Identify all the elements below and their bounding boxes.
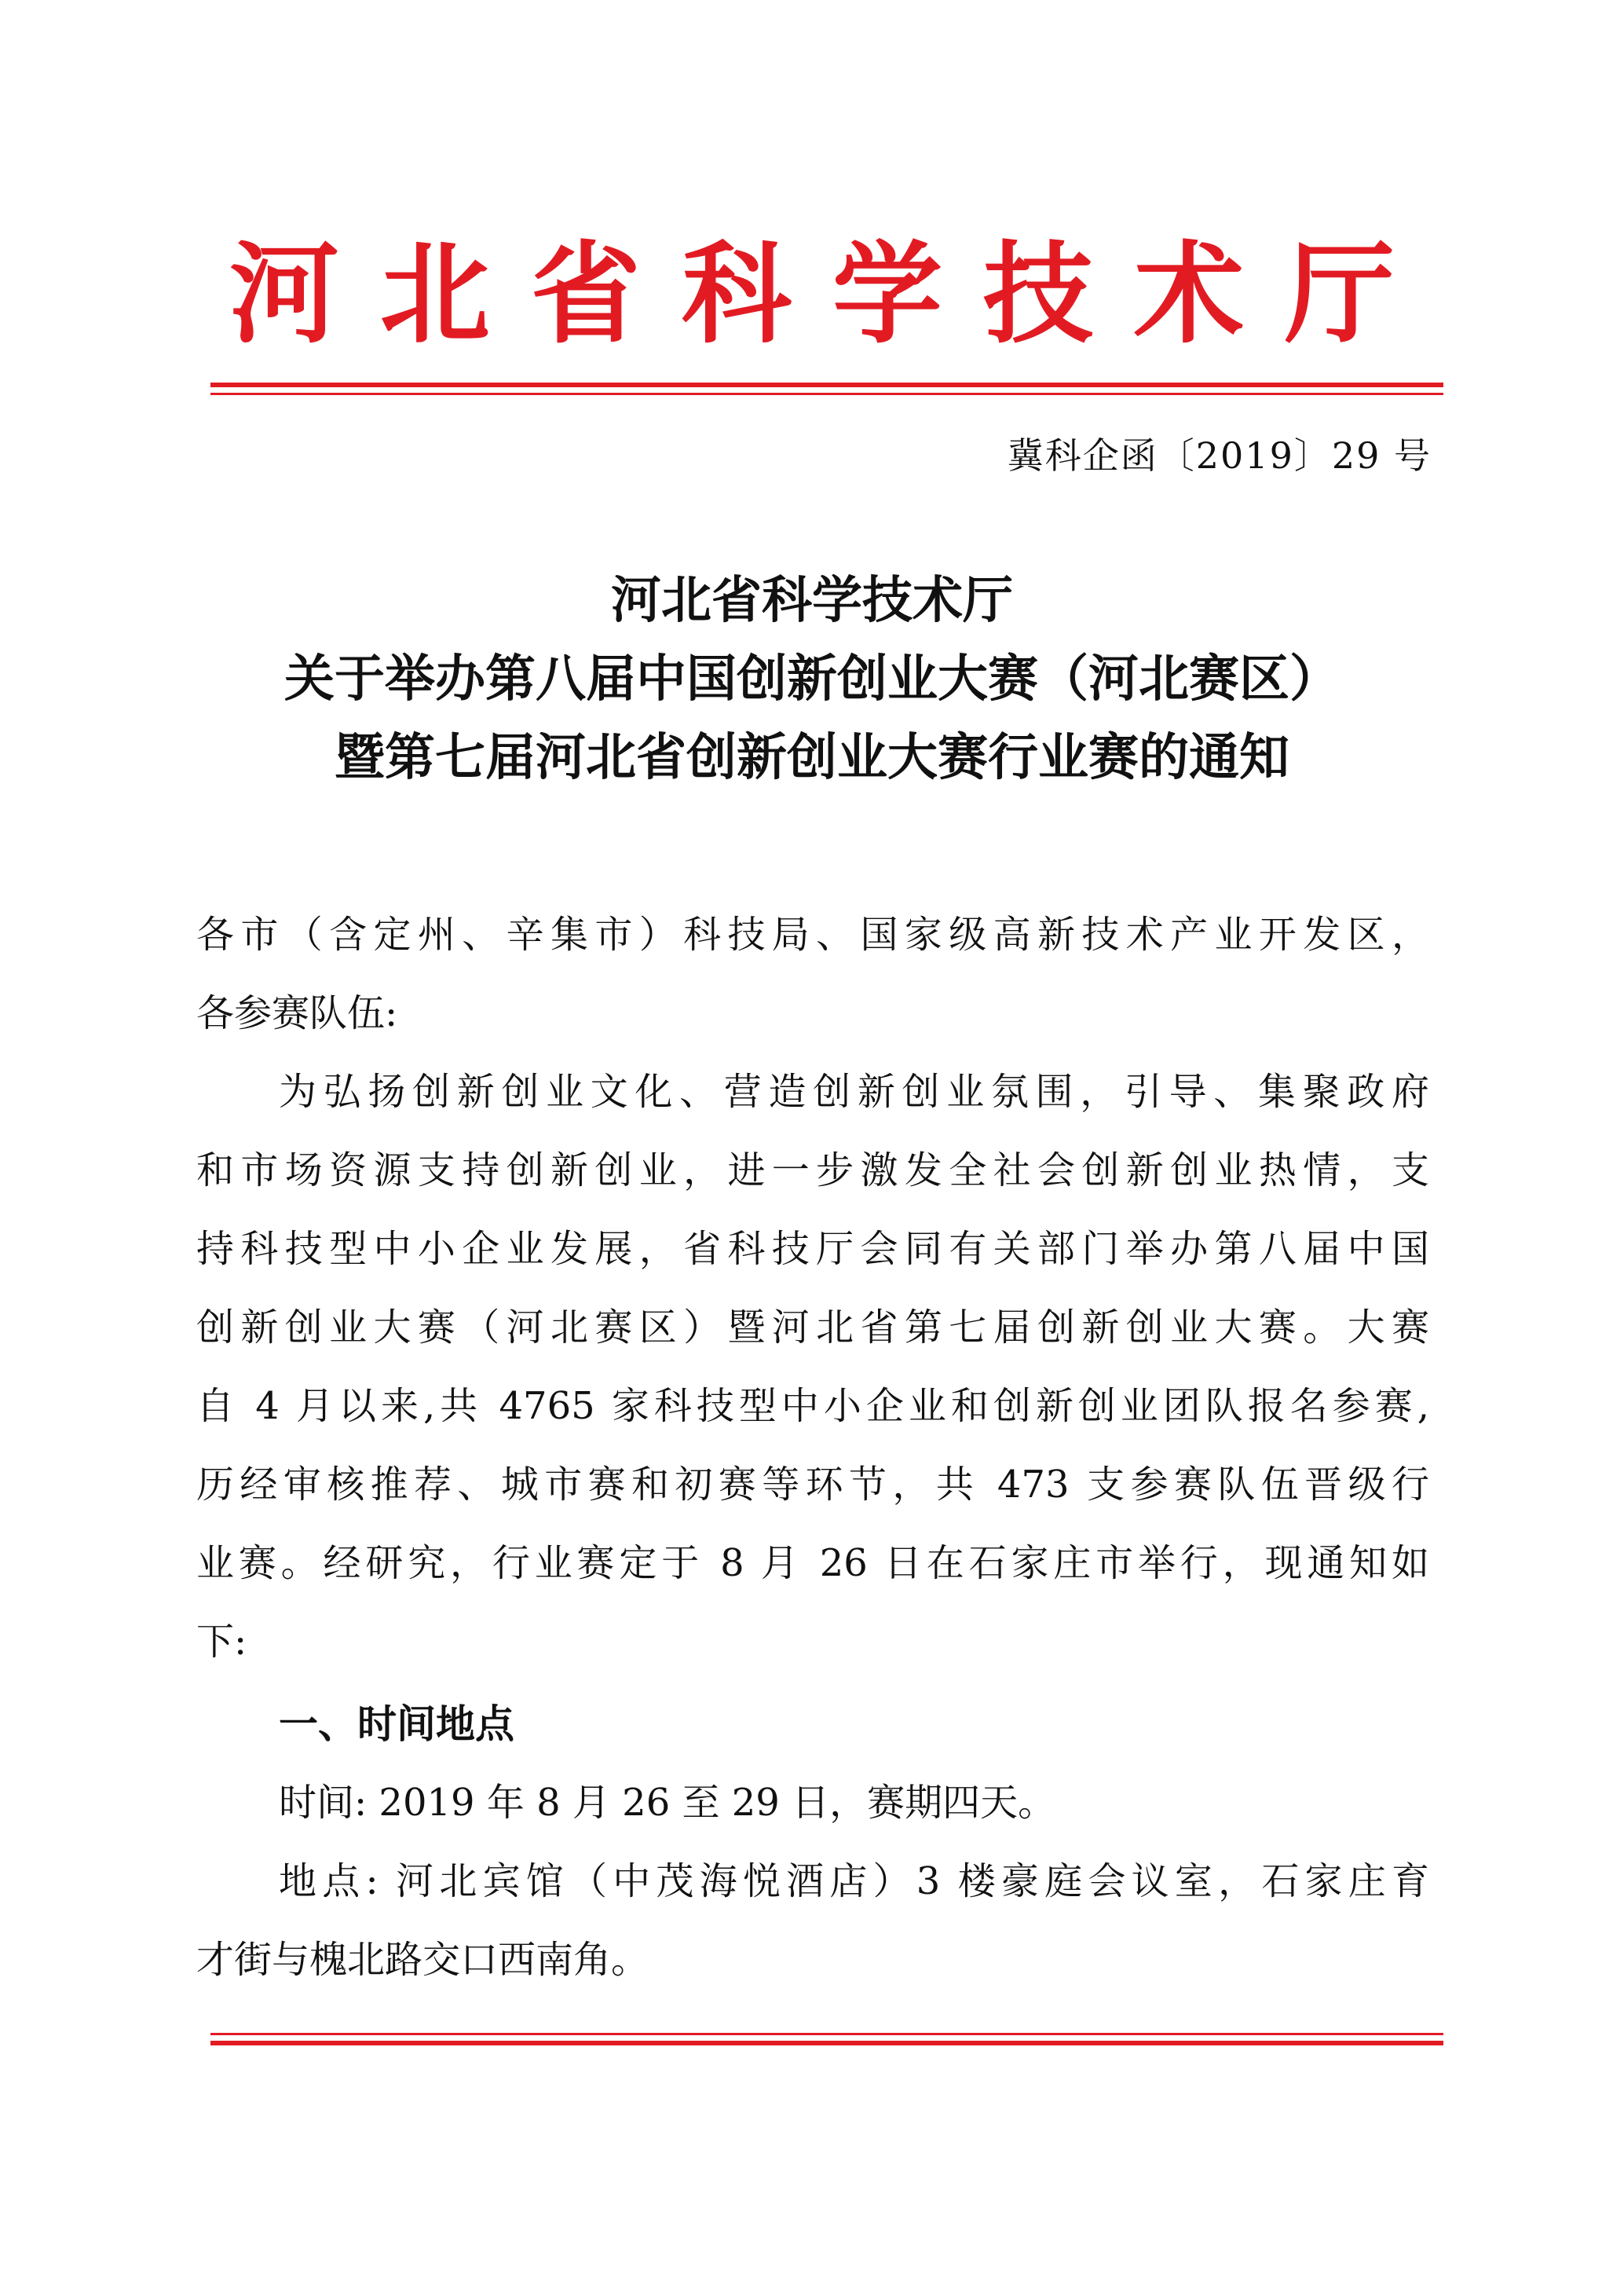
section-heading-time-place: 一、时间地点 (279, 1701, 514, 1747)
agency-header: 河北省科学技术厅 (229, 230, 1436, 359)
header-red-rule-thin (210, 393, 1443, 395)
body-line-1: 为弘扬创新创业文化、营造创新创业氛围，引导、集聚政府 (279, 1070, 1429, 1114)
title-line-1: 河北省科学技术厅 (611, 572, 1013, 630)
body-line-2: 和市场资源支持创新创业，进一步激发全社会创新创业热情，支 (196, 1148, 1429, 1192)
title-line-3: 暨第七届河北省创新创业大赛行业赛的通知 (335, 729, 1289, 787)
place-line-1: 地点: 河北宾馆（中茂海悦酒店）3 楼豪庭会议室，石家庄育 (279, 1859, 1429, 1903)
body-line-6: 历经审核推荐、城市赛和初赛等环节，共 473 支参赛队伍晋级行 (196, 1463, 1429, 1507)
body-line-4: 创新创业大赛（河北赛区）暨河北省第七届创新创业大赛。大赛 (196, 1305, 1429, 1349)
body-line-5: 自 4 月以来,共 4765 家科技型中小企业和创新创业团队报名参赛, (196, 1384, 1429, 1428)
title-line-2: 关于举办第八届中国创新创业大赛（河北赛区） (284, 650, 1340, 709)
footer-red-rule-thick (210, 2041, 1443, 2045)
body-line-7: 业赛。经研究，行业赛定于 8 月 26 日在石家庄市举行，现通知如 (196, 1541, 1429, 1585)
place-line-2: 才街与槐北路交口西南角。 (196, 1938, 649, 1982)
time-line: 时间: 2019 年 8 月 26 至 29 日，赛期四天。 (279, 1781, 1056, 1825)
body-line-8: 下: (196, 1620, 247, 1664)
footer-red-rule-thin (210, 2033, 1443, 2035)
header-red-rule-thick (210, 383, 1443, 387)
document-number: 冀科企函〔2019〕29 号 (1007, 434, 1432, 477)
body-line-3: 持科技型中小企业发展，省科技厅会同有关部门举办第八届中国 (196, 1227, 1429, 1271)
addressee-line-2: 各参赛队伍: (196, 991, 398, 1035)
addressee-line-1: 各市（含定州、辛集市）科技局、国家级高新技术产业开发区， (196, 913, 1429, 957)
